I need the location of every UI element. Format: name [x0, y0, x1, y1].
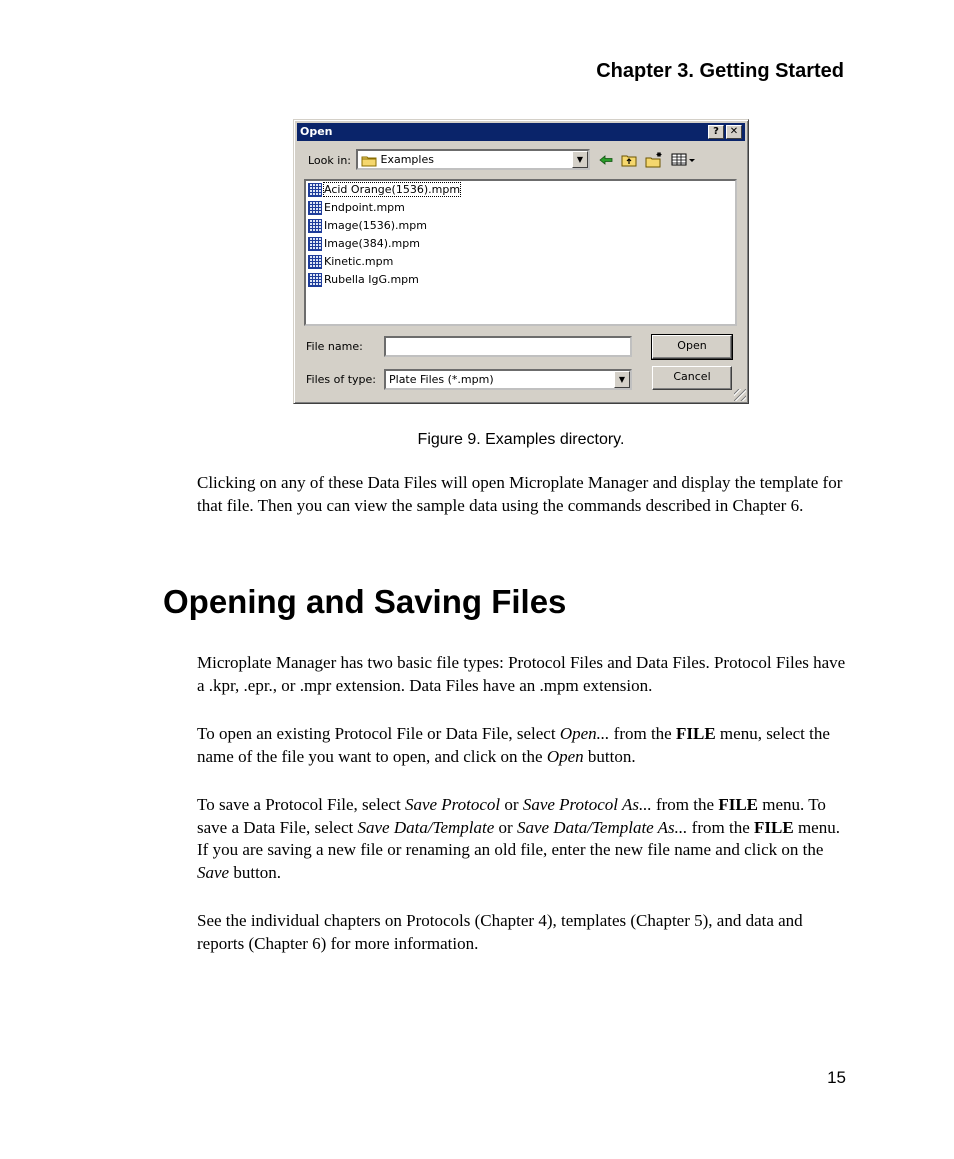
text-run: menu, select the name of the file you want to open, and click on the [197, 724, 830, 766]
bold-run: FILE [718, 795, 758, 814]
text-run: menu. If you are saving a new file or renaming an old file, enter the new file name and click on the [197, 817, 840, 859]
folder-icon [361, 154, 377, 167]
plate-file-icon [308, 255, 322, 269]
file-name-label: File name: [306, 340, 363, 353]
file-name: Kinetic.mpm [324, 255, 394, 268]
italic-run: Save [197, 862, 230, 882]
page-number: 15 [827, 1068, 846, 1087]
section-heading: Opening and Saving Files [163, 583, 567, 620]
chapter-header: Chapter 3. Getting Started [596, 60, 844, 82]
plate-file-icon [308, 219, 322, 233]
plate-file-icon [308, 237, 322, 251]
chevron-down-icon[interactable]: ▼ [614, 371, 630, 388]
dialog-title: Open [300, 125, 333, 138]
save-instructions-paragraph [197, 794, 847, 884]
open-instructions-paragraph [197, 723, 847, 768]
resize-grip-icon[interactable] [734, 389, 746, 401]
see-also-paragraph: See the individual chapters on Protocols (Chapter 4), templates (Chapter 5), and data and reports (Chapter 6) for more information. [197, 911, 803, 953]
bold-run: FILE [754, 817, 794, 837]
text-run: button. [229, 862, 282, 882]
file-name-input[interactable] [384, 336, 632, 357]
text-run: menu. To save a Data File, select [197, 795, 826, 837]
text-run: from the [687, 817, 754, 837]
new-folder-icon[interactable] [644, 150, 664, 170]
list-item[interactable] [308, 219, 427, 235]
look-in-value: Examples [380, 153, 434, 166]
italic-run: Open [546, 746, 584, 766]
italic-run: Save Data/Template [357, 817, 495, 837]
text-run: To open an existing Protocol File or Data File, select [197, 724, 560, 743]
file-name: Rubella IgG.mpm [324, 273, 419, 286]
files-of-type-dropdown[interactable] [384, 369, 632, 390]
open-dialog [293, 119, 749, 404]
plate-file-icon [308, 183, 322, 197]
view-menu-icon[interactable] [670, 150, 698, 170]
plate-file-icon [308, 201, 322, 215]
italic-run: Save Protocol [404, 795, 501, 814]
intro-paragraph: Clicking on any of these Data Files will open Microplate Manager and display the template for that file. Then you can view the sample data using the commands described in Chapter 6. [197, 473, 843, 515]
files-of-type-label: Files of type: [306, 373, 377, 386]
list-item[interactable] [308, 273, 419, 289]
back-icon[interactable] [596, 150, 616, 170]
file-name: Image(384).mpm [324, 237, 420, 250]
plate-file-icon [308, 273, 322, 287]
list-item[interactable] [308, 201, 405, 217]
dialog-titlebar[interactable] [297, 123, 745, 141]
bold-run: FILE [675, 724, 716, 743]
italic-run: Save Data/Template As... [516, 817, 688, 837]
text-run: from the [651, 795, 719, 814]
file-name: Endpoint.mpm [324, 201, 405, 214]
up-folder-icon[interactable] [619, 150, 639, 170]
list-item[interactable] [308, 255, 393, 271]
text-run: or [500, 795, 523, 814]
look-in-dropdown[interactable] [356, 149, 590, 170]
text-run: or [494, 817, 517, 837]
help-button[interactable]: ? [708, 125, 724, 139]
figure-caption: Figure 9. Examples directory. [417, 431, 625, 448]
open-button[interactable]: Open [652, 335, 732, 359]
cancel-button[interactable]: Cancel [652, 366, 732, 390]
text-run: To save a Protocol File, select [197, 795, 405, 814]
list-item[interactable] [308, 183, 460, 199]
text-run: button. [583, 746, 636, 766]
list-item[interactable] [308, 237, 420, 253]
file-name: Acid Orange(1536).mpm [324, 183, 461, 196]
look-in-value-wrap [361, 153, 434, 167]
files-of-type-value: Plate Files (*.mpm) [389, 373, 494, 386]
look-in-label: Look in: [308, 154, 351, 167]
chevron-down-icon[interactable]: ▼ [572, 151, 588, 168]
file-list[interactable] [304, 179, 737, 326]
file-name: Image(1536).mpm [324, 219, 427, 232]
file-types-paragraph: Microplate Manager has two basic file types: Protocol Files and Data Files. Protocol Files have a .kpr, .epr., or .mpr extension. Data Files have an .mpm extension. [197, 653, 846, 695]
close-button[interactable]: ✕ [726, 125, 742, 139]
text-run: from the [609, 724, 676, 743]
italic-run: Save Protocol As... [522, 795, 652, 814]
italic-run: Open... [559, 724, 610, 743]
